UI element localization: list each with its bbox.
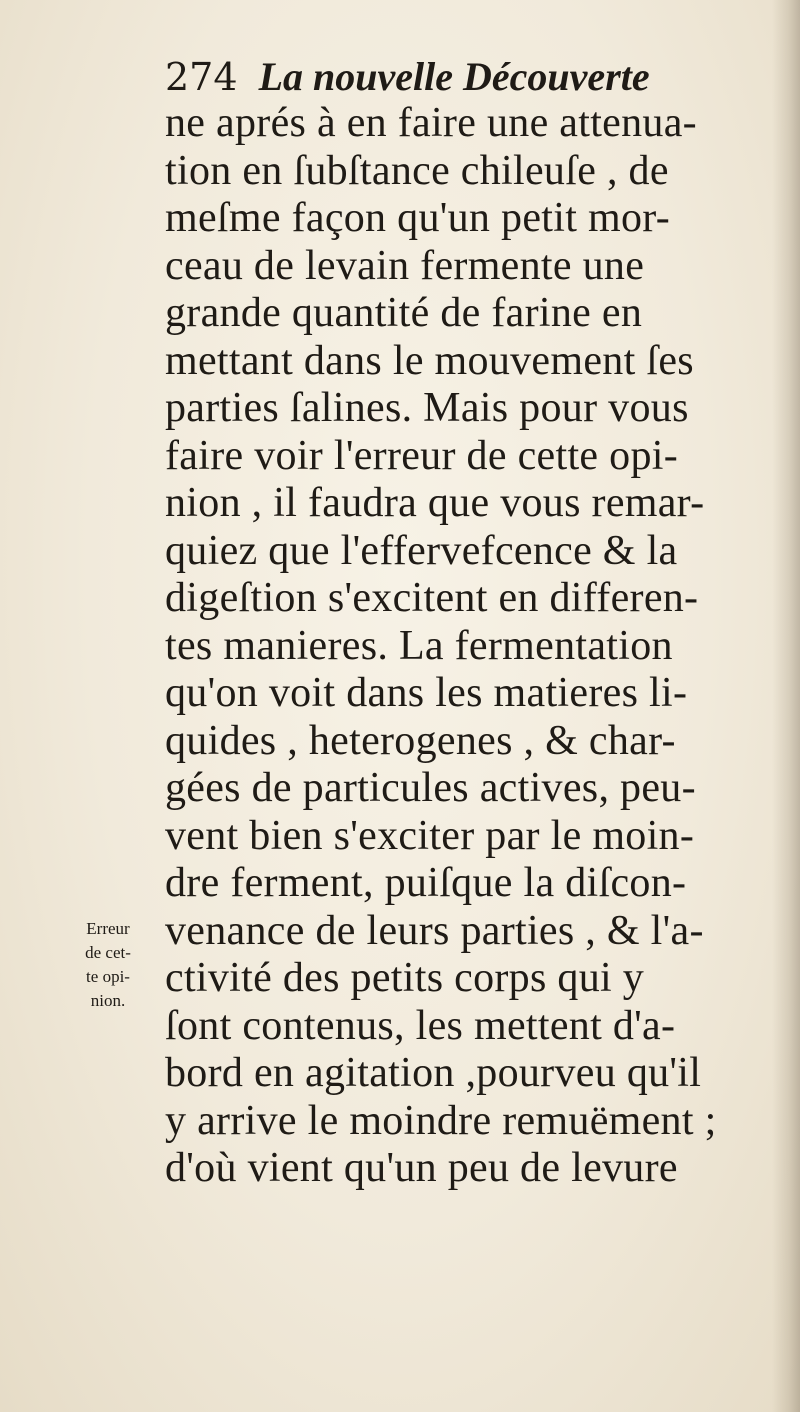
body-line: ctivité des petits corps qui y: [165, 955, 645, 1001]
body-line: qu'on voit dans les matieres li-: [165, 670, 688, 716]
marginal-note-line: te opi-: [86, 967, 130, 986]
body-line: parties ſalines. Mais pour vous: [165, 385, 689, 431]
body-line: grande quantité de farine en: [165, 290, 643, 336]
body-line: tes manieres. La fermentation: [165, 622, 673, 669]
body-line: gées de particules actives, peu-: [165, 765, 696, 811]
body-line: y arrive le moindre remuëment ;: [165, 1097, 717, 1144]
body-line: d'où vient qu'un peu de levure: [165, 1145, 678, 1191]
body-line: mettant dans le mouvement ſes: [165, 337, 694, 384]
running-title: La nouvelle Découverte: [258, 53, 650, 99]
running-header: [165, 48, 650, 104]
body-line: meſme façon qu'un petit mor-: [165, 195, 670, 241]
marginal-note: [58, 917, 158, 1013]
marginal-note-line: de cet-: [85, 943, 131, 962]
body-line: quides , heterogenes , & char-: [165, 717, 676, 764]
body-line: ſont contenus, les mettent d'a-: [165, 1002, 676, 1049]
body-line: nion , il faudra que vous remar-: [165, 480, 705, 526]
body-line: ne aprés à en faire une attenua-: [165, 100, 697, 146]
body-line: digeſtion s'excitent en differen-: [165, 575, 699, 621]
marginal-note-line: Erreur: [86, 919, 130, 938]
body-line: venance de leurs parties , & l'a-: [165, 907, 704, 954]
body-text: [165, 100, 800, 1193]
body-line: quiez que l'effervefcence & la: [165, 527, 678, 574]
body-line: bord en agitation ,pourveu qu'il: [165, 1050, 702, 1096]
body-line: tion en ſubſtance chileuſe , de: [165, 147, 669, 194]
body-line: ceau de levain fermente une: [165, 242, 645, 289]
page-number: 274: [165, 54, 238, 99]
marginal-note-line: nion.: [90, 991, 126, 1010]
body-line: dre ferment, puiſque la diſcon-: [165, 860, 687, 906]
body-line: faire voir l'erreur de cette opi-: [165, 432, 679, 479]
body-line: vent bien s'exciter par le moin-: [165, 812, 695, 859]
